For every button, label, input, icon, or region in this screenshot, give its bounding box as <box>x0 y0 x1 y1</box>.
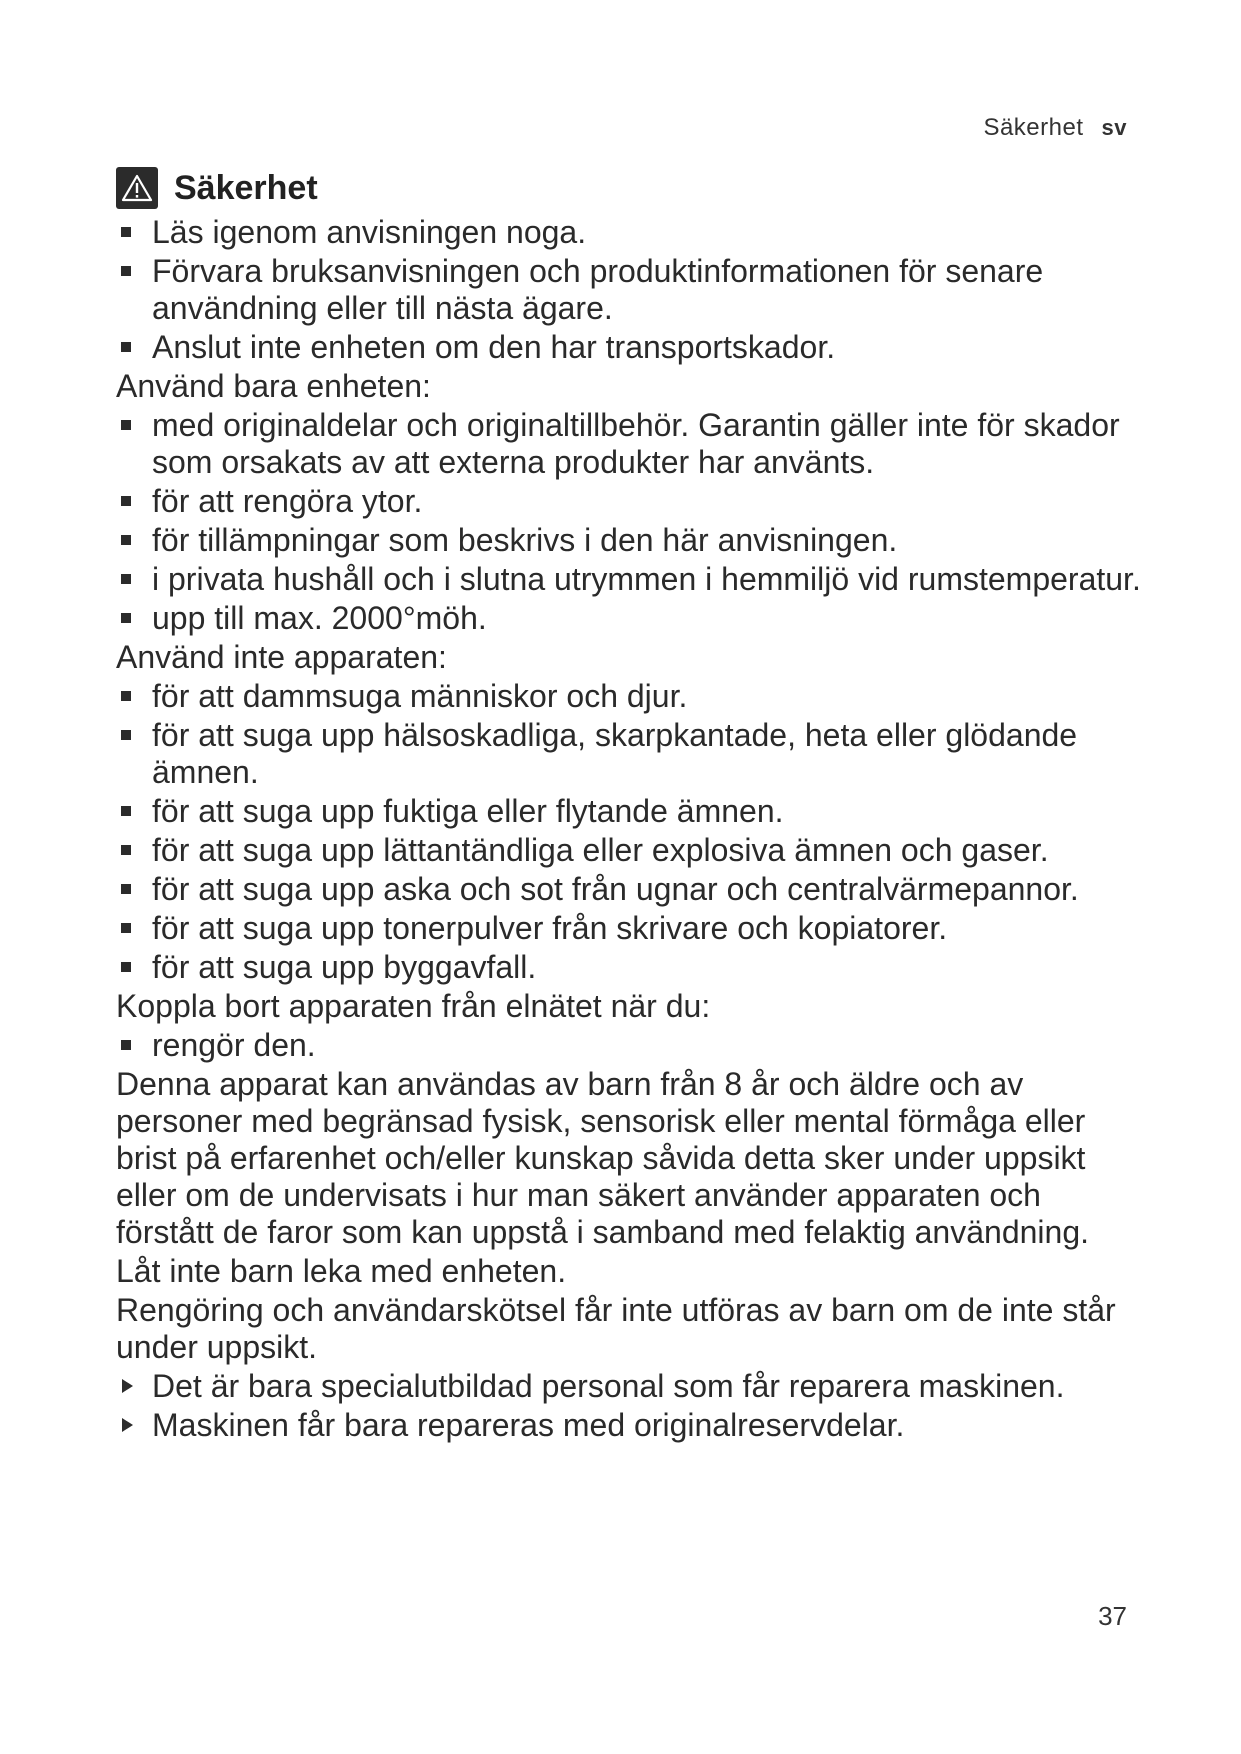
bullet-icon <box>121 227 131 237</box>
bullet-icon <box>121 613 131 623</box>
action-steps <box>116 1368 1146 1444</box>
cleaning-paragraph: Rengöring och användarskötsel får inte utföras av barn om de inte står under uppsikt. <box>116 1292 1116 1365</box>
list-item: Förvara bruksanvisningen och produktinformationen för senare användning eller till nästa ägare. <box>116 253 1146 327</box>
list-item: för att dammsuga människor och djur. <box>116 678 1146 715</box>
list-item: för att suga upp hälsoskadliga, skarpkantade, heta eller glödande ämnen. <box>116 717 1146 791</box>
bullet-icon <box>121 962 131 972</box>
list-item: upp till max. 2000°möh. <box>116 600 1146 637</box>
bullet-icon <box>121 845 131 855</box>
children-paragraph: Denna apparat kan användas av barn från 8 år och äldre och av personer med begränsad fysisk, sensorisk eller mental förmåga eller brist på erfarenhet och/eller kunskap såvida detta sker under uppsikt eller om de undervisats i hur man säkert använder apparaten och förstått de faror som kan uppstå i samband med felaktig användning. <box>116 1066 1089 1250</box>
disconnect-intro: Koppla bort apparaten från elnätet när du: <box>116 988 711 1024</box>
bullet-icon <box>121 730 131 740</box>
bullet-icon <box>121 266 131 276</box>
bullet-icon <box>121 496 131 506</box>
bullet-icon <box>121 806 131 816</box>
action-item: Maskinen får bara repareras med originalreservdelar. <box>116 1407 1146 1444</box>
bullet-icon <box>121 1040 131 1050</box>
section-heading <box>116 164 1146 212</box>
general-bullets <box>116 214 1146 366</box>
use-intro: Använd bara enheten: <box>116 368 431 404</box>
arrow-icon <box>122 1418 133 1432</box>
list-item: Anslut inte enheten om den har transportskador. <box>116 329 1146 366</box>
bullet-icon <box>121 342 131 352</box>
warning-icon <box>116 167 158 209</box>
bullet-icon <box>121 884 131 894</box>
bullet-icon <box>121 691 131 701</box>
list-item: för tillämpningar som beskrivs i den här anvisningen. <box>116 522 1146 559</box>
bullet-icon <box>121 923 131 933</box>
dont-use-bullets <box>116 678 1146 986</box>
page-title: Säkerhet <box>174 168 318 207</box>
list-item: Läs igenom anvisningen noga. <box>116 214 1146 251</box>
list-item: rengör den. <box>116 1027 1146 1064</box>
bullet-icon <box>121 535 131 545</box>
header-language: sv <box>1101 115 1127 140</box>
list-item: för att suga upp byggavfall. <box>116 949 1146 986</box>
list-item: i privata hushåll och i slutna utrymmen i hemmiljö vid rumstemperatur. <box>116 561 1146 598</box>
action-item: Det är bara specialutbildad personal som får reparera maskinen. <box>116 1368 1146 1405</box>
disconnect-bullets <box>116 1027 1146 1064</box>
use-bullets <box>116 407 1146 637</box>
list-item: för att suga upp aska och sot från ugnar och centralvärmepannor. <box>116 871 1146 908</box>
list-item: för att suga upp fuktiga eller flytande ämnen. <box>116 793 1146 830</box>
list-item: med originaldelar och originaltillbehör. Garantin gäller inte för skador som orsakats av att externa produkter har använts. <box>116 407 1146 481</box>
list-item: för att suga upp lättantändliga eller explosiva ämnen och gaser. <box>116 832 1146 869</box>
list-item: för att suga upp tonerpulver från skrivare och kopiatorer. <box>116 910 1146 947</box>
page-number: 37 <box>1098 1601 1127 1631</box>
play-paragraph: Låt inte barn leka med enheten. <box>116 1253 567 1289</box>
bullet-icon <box>121 420 131 430</box>
bullet-icon <box>121 574 131 584</box>
page-content <box>116 164 1146 1446</box>
arrow-icon <box>122 1379 133 1393</box>
header-section: Säkerhet <box>983 114 1084 141</box>
dont-use-intro: Använd inte apparaten: <box>116 639 447 675</box>
running-header <box>983 114 1127 142</box>
list-item: för att rengöra ytor. <box>116 483 1146 520</box>
